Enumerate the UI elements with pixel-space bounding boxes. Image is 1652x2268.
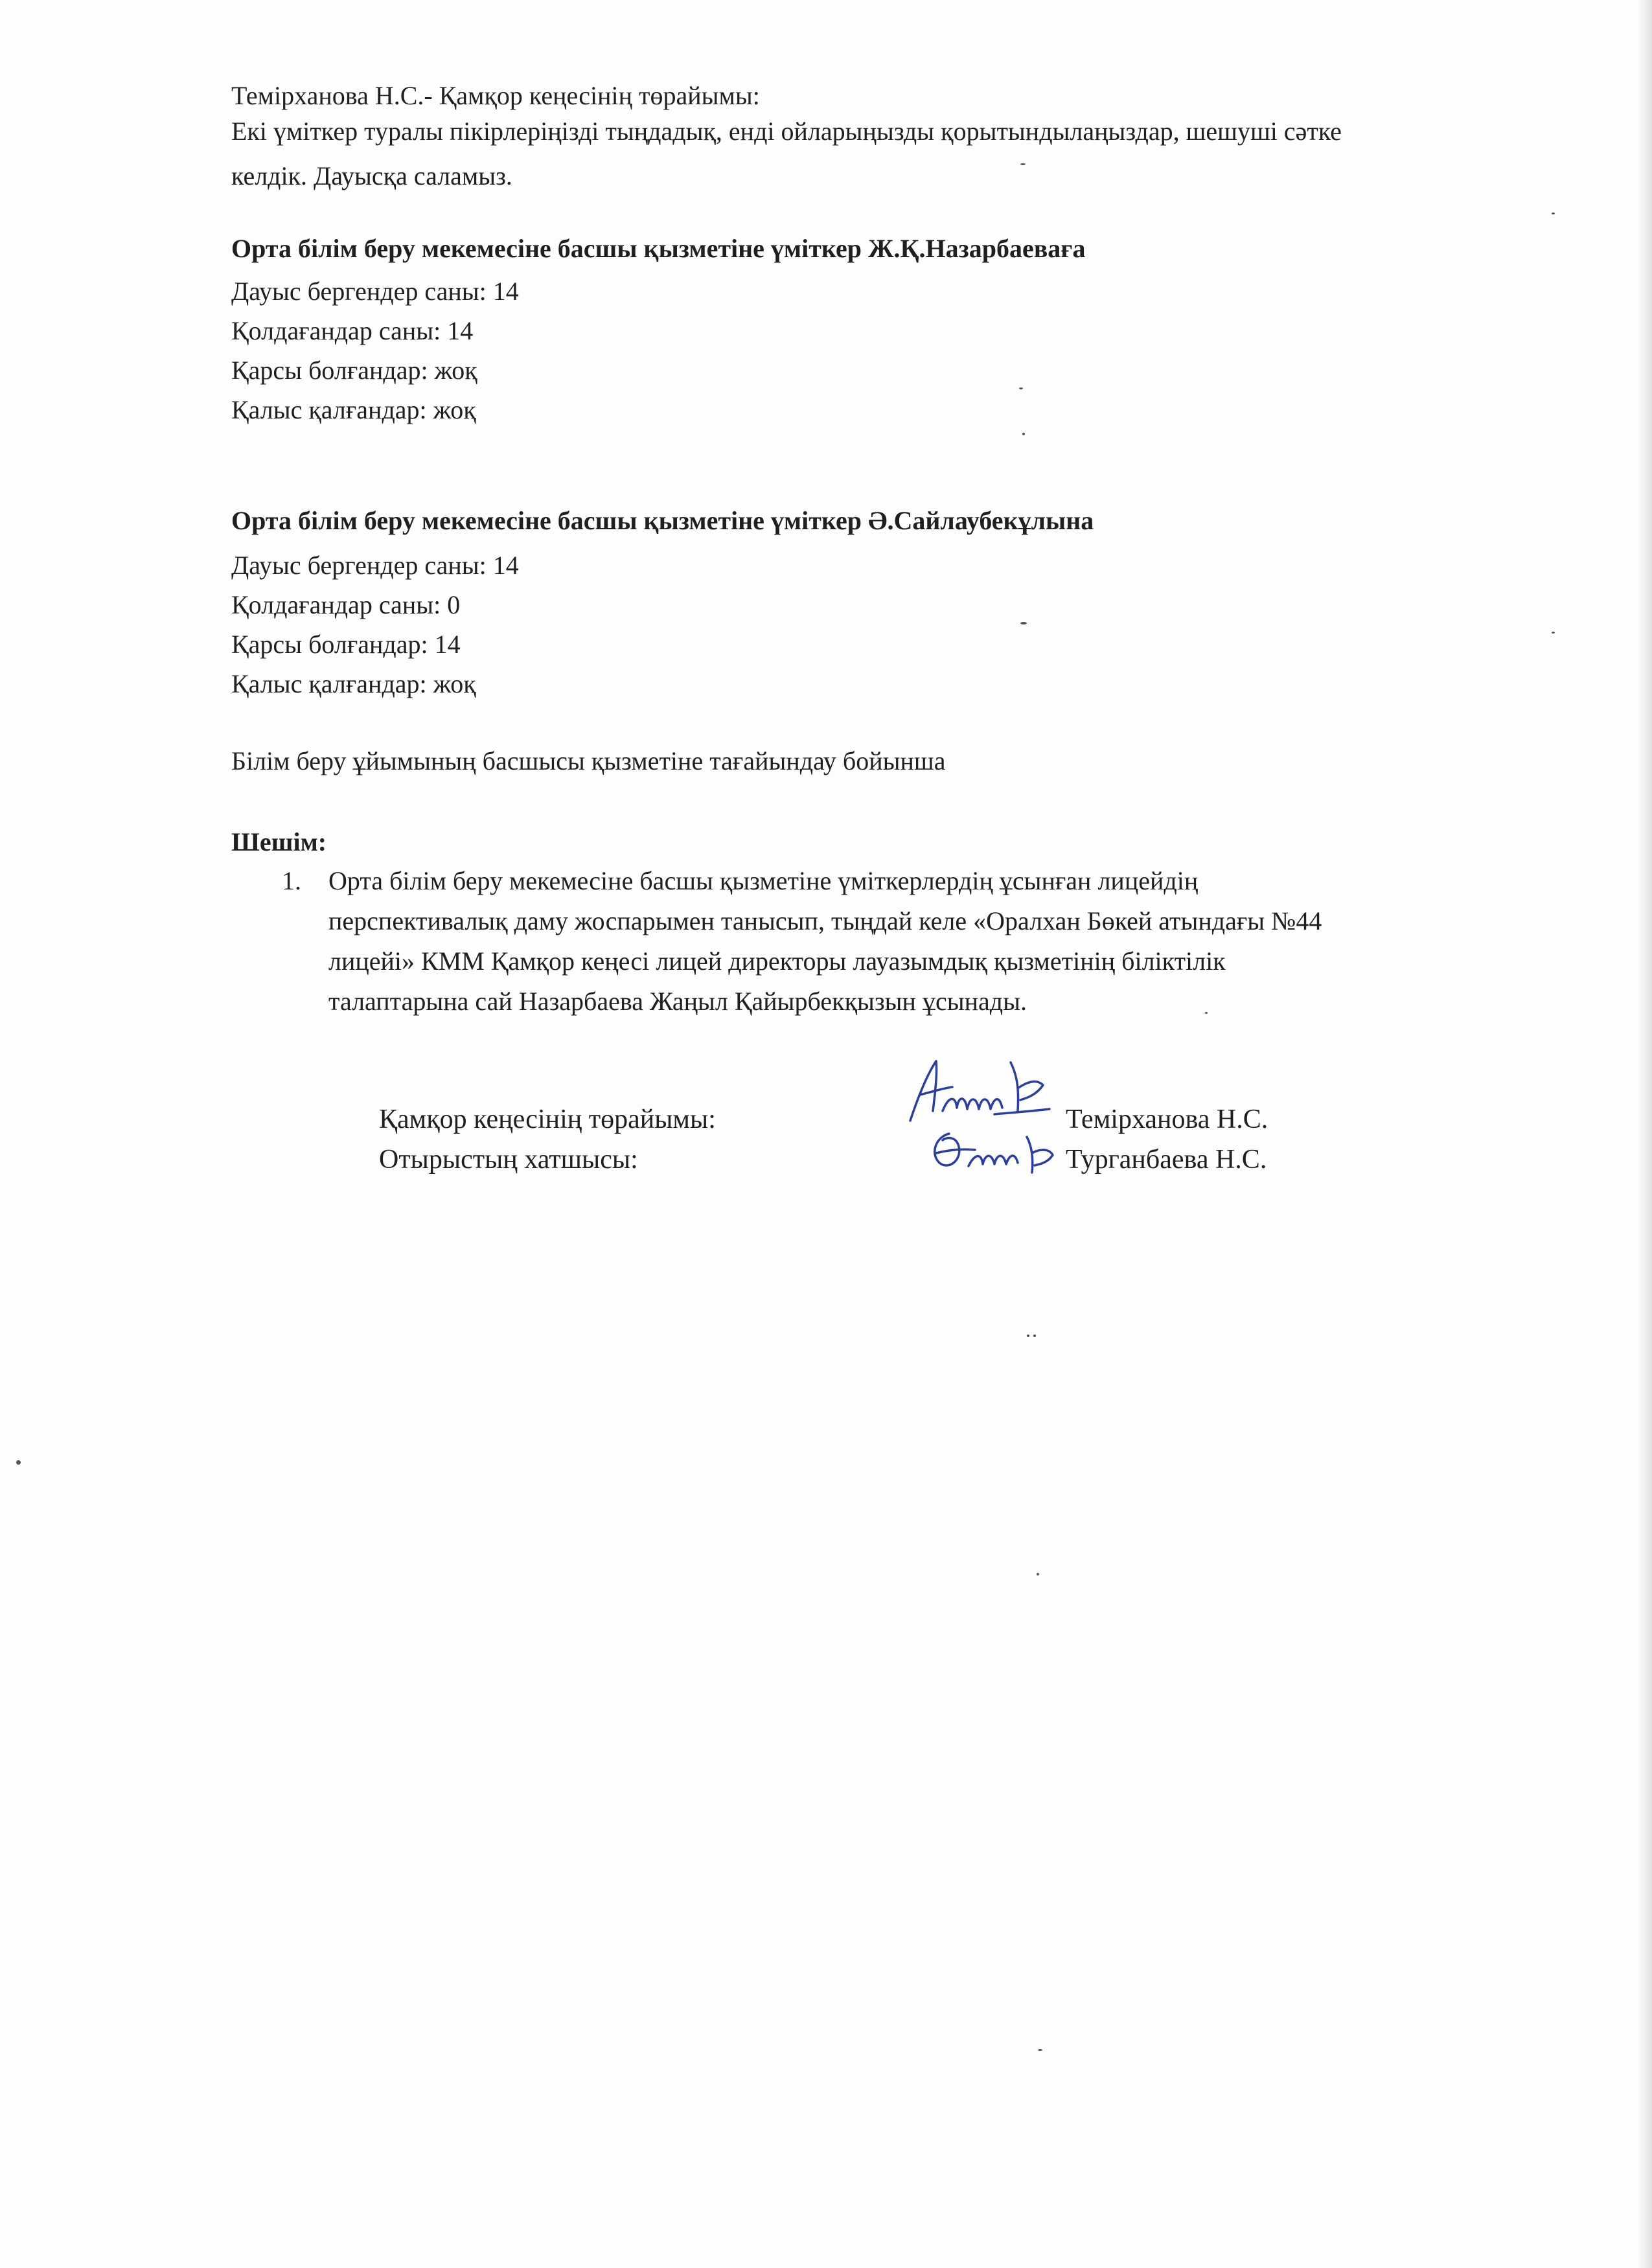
scan-speck	[1038, 2049, 1042, 2051]
vote1-abstained: Қалыс қалғандар: жоқ	[231, 395, 476, 424]
vote2-voted: Дауыс бергендер саны: 14	[231, 551, 519, 580]
signature-name-secretary: Турганбаева Н.С.	[1066, 1145, 1267, 1174]
vote1-voted: Дауыс бергендер саны: 14	[231, 277, 519, 306]
decision-heading: Шешім:	[231, 827, 327, 856]
vote2-supported: Қолдағандар саны: 0	[231, 590, 461, 619]
handwritten-signature-secretary	[923, 1124, 1059, 1182]
vote1-heading: Орта білім беру мекемесіне басшы қызметіне үміткер Ж.Қ.Назарбаеваға	[231, 234, 1086, 263]
scan-speck	[1020, 622, 1027, 624]
scan-speck	[1552, 212, 1555, 214]
decision-item-number: 1.	[282, 866, 301, 895]
intro-text-line-1: Екі үміткер туралы пікірлеріңізді тыңдадық, енді ойларыңызды қорытындылаңыздар, шешуші сәтке	[231, 117, 1342, 146]
intro-text-line-2: келдік. Дауысқа саламыз.	[231, 161, 512, 190]
scan-speck	[1037, 1573, 1039, 1575]
scan-speck	[1022, 433, 1025, 435]
scan-edge-shadow	[1638, 0, 1652, 2268]
scan-speck	[1552, 632, 1555, 634]
decision-item-line-4: талаптарына сай Назарбаева Жаңыл Қайырбекқызын ұсынады.	[328, 987, 1027, 1016]
vote2-against: Қарсы болғандар: 14	[231, 630, 461, 659]
signature-role-chair: Қамқор кеңесінің төрайымы:	[379, 1105, 716, 1134]
signature-role-secretary: Отырыстың хатшысы:	[379, 1145, 638, 1174]
decision-item-line-3: лицейі» КММ Қамқор кеңесі лицей директоры лауазымдық қызметінің біліктілік	[328, 946, 1226, 976]
decision-item-line-2: перспективалық даму жоспарымен танысып, тыңдай келе «Оралхан Бөкей атындағы №44	[328, 906, 1322, 935]
scan-speck	[1027, 1334, 1029, 1337]
scan-speck	[1019, 387, 1023, 389]
scan-speck	[16, 1460, 21, 1465]
scan-speck	[1033, 1334, 1036, 1337]
decision-item-line-1: Орта білім беру мекемесіне басшы қызметіне үміткерлердің ұсынған лицейдің	[328, 866, 1199, 895]
scan-speck	[1020, 163, 1026, 165]
appointment-line: Білім беру ұйымының басшысы қызметіне тағайындау бойынша	[231, 746, 946, 775]
vote1-against: Қарсы болғандар: жоқ	[231, 356, 477, 385]
speaker-line: Темірханова Н.С.- Қамқор кеңесінің төрайымы:	[231, 81, 760, 110]
handwritten-signature-chair	[897, 1049, 1059, 1134]
vote2-abstained: Қалыс қалғандар: жоқ	[231, 669, 476, 698]
scan-speck	[1205, 1012, 1208, 1014]
vote2-heading: Орта білім беру мекемесіне басшы қызметіне үміткер Ә.Сайлаубекұлына	[231, 506, 1094, 535]
vote1-supported: Қолдағандар саны: 14	[231, 316, 474, 345]
signature-name-chair: Темірханова Н.С.	[1066, 1105, 1268, 1134]
